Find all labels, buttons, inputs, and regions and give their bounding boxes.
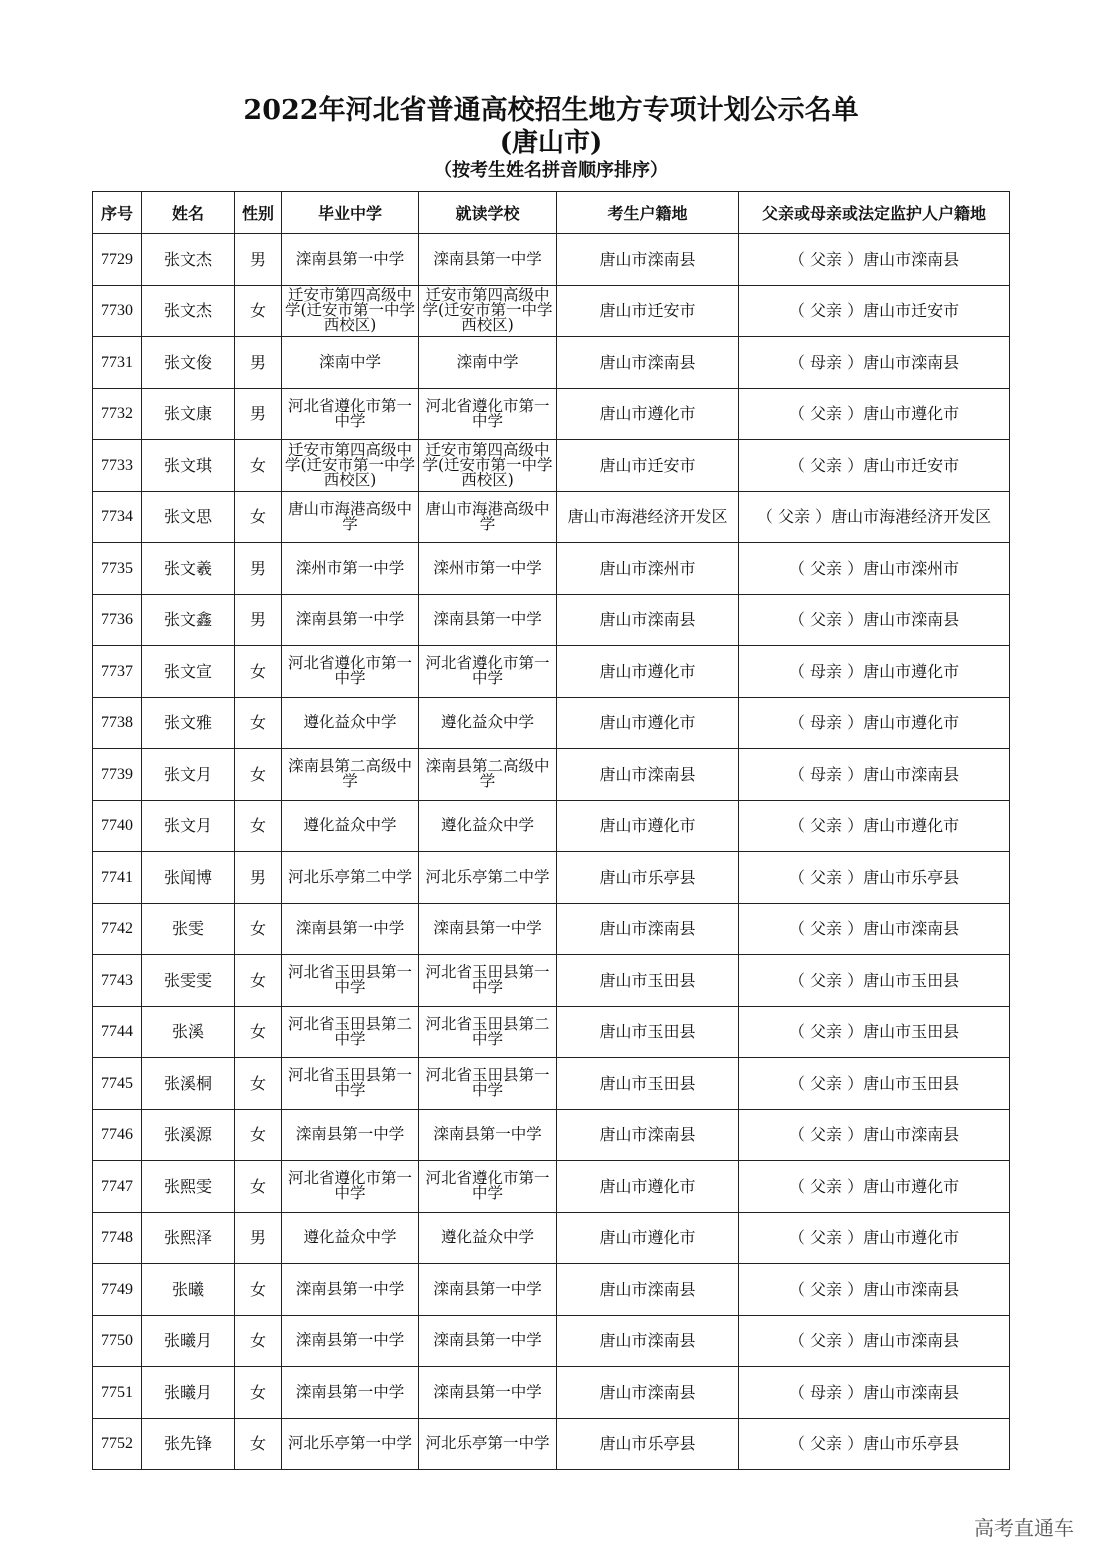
cell-name: 张文月: [142, 800, 235, 852]
cell-graduation-school: 遵化益众中学: [282, 697, 419, 749]
cell-guardian-hukou: （ 父亲 ）唐山市玉田县: [739, 1006, 1010, 1058]
cell-graduation-school: 迁安市第四高级中学(迁安市第一中学西校区): [282, 440, 419, 492]
table-row: [93, 491, 1010, 543]
cell-current-school: 滦南县第一中学: [419, 1264, 557, 1316]
cell-gender: 女: [235, 1315, 282, 1367]
cell-name: 张熙泽: [142, 1212, 235, 1264]
cell-candidate-hukou: 唐山市玉田县: [557, 955, 739, 1007]
cell-current-school: 河北省遵化市第一中学: [419, 1161, 557, 1213]
cell-current-school: 滦南县第一中学: [419, 234, 557, 286]
cell-gender: 女: [235, 697, 282, 749]
cell-serial: 7740: [93, 800, 142, 852]
cell-guardian-hukou: （ 母亲 ）唐山市滦南县: [739, 1367, 1010, 1419]
table-row: [93, 594, 1010, 646]
cell-current-school: 河北省玉田县第一中学: [419, 1058, 557, 1110]
cell-serial: 7735: [93, 543, 142, 595]
cell-guardian-hukou: （ 父亲 ）唐山市遵化市: [739, 1212, 1010, 1264]
cell-gender: 女: [235, 903, 282, 955]
cell-current-school: 河北省遵化市第一中学: [419, 646, 557, 698]
cell-name: 张溪源: [142, 1109, 235, 1161]
table-row: [93, 903, 1010, 955]
table-row: [93, 388, 1010, 440]
cell-graduation-school: 河北省玉田县第一中学: [282, 1058, 419, 1110]
cell-name: 张文琪: [142, 440, 235, 492]
table-row: [93, 440, 1010, 492]
cell-serial: 7732: [93, 388, 142, 440]
candidate-table: [92, 191, 1010, 1470]
cell-serial: 7752: [93, 1418, 142, 1470]
cell-serial: 7739: [93, 749, 142, 801]
cell-candidate-hukou: 唐山市滦南县: [557, 749, 739, 801]
cell-name: 张雯: [142, 903, 235, 955]
cell-gender: 女: [235, 749, 282, 801]
cell-graduation-school: 遵化益众中学: [282, 800, 419, 852]
cell-graduation-school: 河北乐亭第二中学: [282, 852, 419, 904]
cell-graduation-school: 遵化益众中学: [282, 1212, 419, 1264]
cell-graduation-school: 滦南县第一中学: [282, 1315, 419, 1367]
cell-serial: 7745: [93, 1058, 142, 1110]
cell-graduation-school: 河北省遵化市第一中学: [282, 388, 419, 440]
cell-name: 张闻博: [142, 852, 235, 904]
cell-guardian-hukou: （ 父亲 ）唐山市滦南县: [739, 1109, 1010, 1161]
cell-gender: 女: [235, 1264, 282, 1316]
cell-candidate-hukou: 唐山市遵化市: [557, 1212, 739, 1264]
cell-gender: 男: [235, 543, 282, 595]
cell-graduation-school: 滦南县第一中学: [282, 234, 419, 286]
document-subtitle-city: (唐山市): [499, 128, 603, 158]
cell-gender: 男: [235, 594, 282, 646]
cell-name: 张曦: [142, 1264, 235, 1316]
cell-name: 张曦月: [142, 1315, 235, 1367]
cell-gender: 男: [235, 388, 282, 440]
table-row: [93, 852, 1010, 904]
cell-guardian-hukou: （ 母亲 ）唐山市滦南县: [739, 337, 1010, 389]
cell-graduation-school: 滦南县第一中学: [282, 594, 419, 646]
cell-candidate-hukou: 唐山市滦南县: [557, 1264, 739, 1316]
cell-gender: 女: [235, 285, 282, 337]
cell-graduation-school: 滦南县第一中学: [282, 1109, 419, 1161]
cell-current-school: 滦南县第一中学: [419, 903, 557, 955]
cell-graduation-school: 唐山市海港高级中学: [282, 491, 419, 543]
cell-candidate-hukou: 唐山市遵化市: [557, 800, 739, 852]
cell-serial: 7748: [93, 1212, 142, 1264]
cell-gender: 女: [235, 440, 282, 492]
cell-guardian-hukou: （ 父亲 ）唐山市遵化市: [739, 388, 1010, 440]
cell-candidate-hukou: 唐山市滦南县: [557, 594, 739, 646]
cell-candidate-hukou: 唐山市海港经济开发区: [557, 491, 739, 543]
cell-serial: 7750: [93, 1315, 142, 1367]
cell-guardian-hukou: （ 父亲 ）唐山市玉田县: [739, 1058, 1010, 1110]
cell-name: 张曦月: [142, 1367, 235, 1419]
cell-serial: 7742: [93, 903, 142, 955]
table-row: [93, 234, 1010, 286]
cell-guardian-hukou: （ 父亲 ）唐山市滦南县: [739, 1315, 1010, 1367]
cell-name: 张溪: [142, 1006, 235, 1058]
cell-candidate-hukou: 唐山市乐亭县: [557, 1418, 739, 1470]
cell-graduation-school: 滦南县第一中学: [282, 1264, 419, 1316]
cell-graduation-school: 滦南县第一中学: [282, 1367, 419, 1419]
cell-current-school: 遵化益众中学: [419, 800, 557, 852]
cell-current-school: 滦州市第一中学: [419, 543, 557, 595]
cell-guardian-hukou: （ 父亲 ）唐山市滦南县: [739, 234, 1010, 286]
table-row: [93, 800, 1010, 852]
header-candidate-hukou: 考生户籍地: [557, 192, 739, 234]
cell-name: 张文鑫: [142, 594, 235, 646]
cell-serial: 7751: [93, 1367, 142, 1419]
cell-gender: 男: [235, 234, 282, 286]
cell-name: 张文康: [142, 388, 235, 440]
cell-name: 张雯雯: [142, 955, 235, 1007]
cell-graduation-school: 河北乐亭第一中学: [282, 1418, 419, 1470]
cell-name: 张文羲: [142, 543, 235, 595]
cell-serial: 7749: [93, 1264, 142, 1316]
header-graduation-school: 毕业中学: [282, 192, 419, 234]
cell-serial: 7736: [93, 594, 142, 646]
cell-candidate-hukou: 唐山市迁安市: [557, 440, 739, 492]
cell-guardian-hukou: （ 母亲 ）唐山市遵化市: [739, 697, 1010, 749]
cell-gender: 女: [235, 955, 282, 1007]
cell-name: 张文宣: [142, 646, 235, 698]
cell-gender: 女: [235, 1006, 282, 1058]
cell-guardian-hukou: （ 母亲 ）唐山市遵化市: [739, 646, 1010, 698]
table-row: [93, 697, 1010, 749]
cell-candidate-hukou: 唐山市滦南县: [557, 903, 739, 955]
cell-current-school: 遵化益众中学: [419, 1212, 557, 1264]
header-guardian-hukou: 父亲或母亲或法定监护人户籍地: [739, 192, 1010, 234]
table-row: [93, 1367, 1010, 1419]
cell-graduation-school: 河北省玉田县第一中学: [282, 955, 419, 1007]
cell-guardian-hukou: （ 父亲 ）唐山市滦南县: [739, 1264, 1010, 1316]
cell-name: 张文思: [142, 491, 235, 543]
cell-serial: 7747: [93, 1161, 142, 1213]
cell-candidate-hukou: 唐山市滦州市: [557, 543, 739, 595]
cell-candidate-hukou: 唐山市滦南县: [557, 337, 739, 389]
cell-candidate-hukou: 唐山市滦南县: [557, 1367, 739, 1419]
cell-guardian-hukou: （ 父亲 ）唐山市迁安市: [739, 440, 1010, 492]
cell-current-school: 滦南县第一中学: [419, 594, 557, 646]
cell-candidate-hukou: 唐山市迁安市: [557, 285, 739, 337]
cell-current-school: 河北省玉田县第一中学: [419, 955, 557, 1007]
cell-serial: 7731: [93, 337, 142, 389]
cell-guardian-hukou: （ 父亲 ）唐山市海港经济开发区: [739, 491, 1010, 543]
cell-current-school: 河北省遵化市第一中学: [419, 388, 557, 440]
cell-current-school: 河北乐亭第一中学: [419, 1418, 557, 1470]
cell-candidate-hukou: 唐山市玉田县: [557, 1058, 739, 1110]
table-row: [93, 646, 1010, 698]
cell-candidate-hukou: 唐山市遵化市: [557, 646, 739, 698]
cell-guardian-hukou: （ 父亲 ）唐山市遵化市: [739, 800, 1010, 852]
table-row: [93, 955, 1010, 1007]
cell-candidate-hukou: 唐山市乐亭县: [557, 852, 739, 904]
cell-gender: 女: [235, 1418, 282, 1470]
cell-serial: 7746: [93, 1109, 142, 1161]
cell-gender: 女: [235, 491, 282, 543]
cell-gender: 男: [235, 1212, 282, 1264]
cell-guardian-hukou: （ 父亲 ）唐山市滦州市: [739, 543, 1010, 595]
cell-serial: 7737: [93, 646, 142, 698]
table-header-row: [93, 192, 1010, 234]
cell-guardian-hukou: （ 父亲 ）唐山市乐亭县: [739, 1418, 1010, 1470]
cell-serial: 7744: [93, 1006, 142, 1058]
cell-guardian-hukou: （ 父亲 ）唐山市滦南县: [739, 903, 1010, 955]
cell-graduation-school: 滦州市第一中学: [282, 543, 419, 595]
cell-graduation-school: 河北省遵化市第一中学: [282, 1161, 419, 1213]
table-row: [93, 1315, 1010, 1367]
cell-candidate-hukou: 唐山市滦南县: [557, 1109, 739, 1161]
table-row: [93, 749, 1010, 801]
cell-name: 张先锋: [142, 1418, 235, 1470]
table-row: [93, 1058, 1010, 1110]
cell-gender: 男: [235, 852, 282, 904]
table-row: [93, 1264, 1010, 1316]
cell-serial: 7730: [93, 285, 142, 337]
cell-current-school: 河北省玉田县第二中学: [419, 1006, 557, 1058]
cell-name: 张文俊: [142, 337, 235, 389]
cell-name: 张熙雯: [142, 1161, 235, 1213]
cell-guardian-hukou: （ 父亲 ）唐山市遵化市: [739, 1161, 1010, 1213]
cell-current-school: 唐山市海港高级中学: [419, 491, 557, 543]
cell-gender: 女: [235, 1058, 282, 1110]
cell-gender: 女: [235, 1109, 282, 1161]
cell-guardian-hukou: （ 母亲 ）唐山市滦南县: [739, 749, 1010, 801]
cell-serial: 7729: [93, 234, 142, 286]
cell-current-school: 滦南县第二高级中学: [419, 749, 557, 801]
cell-graduation-school: 滦南县第一中学: [282, 903, 419, 955]
table-row: [93, 1418, 1010, 1470]
cell-candidate-hukou: 唐山市玉田县: [557, 1006, 739, 1058]
document-sort-note: （按考生姓名拼音顺序排序）: [434, 160, 668, 181]
cell-gender: 女: [235, 1161, 282, 1213]
cell-guardian-hukou: （ 父亲 ）唐山市滦南县: [739, 594, 1010, 646]
cell-current-school: 滦南县第一中学: [419, 1109, 557, 1161]
cell-candidate-hukou: 唐山市遵化市: [557, 1161, 739, 1213]
table-row: [93, 285, 1010, 337]
cell-serial: 7743: [93, 955, 142, 1007]
cell-gender: 男: [235, 337, 282, 389]
cell-guardian-hukou: （ 父亲 ）唐山市迁安市: [739, 285, 1010, 337]
header-name: 姓名: [142, 192, 235, 234]
table-row: [93, 337, 1010, 389]
table-row: [93, 1212, 1010, 1264]
cell-gender: 女: [235, 800, 282, 852]
cell-guardian-hukou: （ 父亲 ）唐山市玉田县: [739, 955, 1010, 1007]
cell-graduation-school: 河北省玉田县第二中学: [282, 1006, 419, 1058]
cell-name: 张溪桐: [142, 1058, 235, 1110]
cell-graduation-school: 迁安市第四高级中学(迁安市第一中学西校区): [282, 285, 419, 337]
cell-candidate-hukou: 唐山市滦南县: [557, 1315, 739, 1367]
table-row: [93, 1006, 1010, 1058]
cell-current-school: 滦南中学: [419, 337, 557, 389]
cell-current-school: 迁安市第四高级中学(迁安市第一中学西校区): [419, 440, 557, 492]
header-current-school: 就读学校: [419, 192, 557, 234]
cell-graduation-school: 滦南县第二高级中学: [282, 749, 419, 801]
header-serial: 序号: [93, 192, 142, 234]
cell-name: 张文月: [142, 749, 235, 801]
cell-name: 张文雅: [142, 697, 235, 749]
cell-current-school: 滦南县第一中学: [419, 1367, 557, 1419]
cell-gender: 女: [235, 1367, 282, 1419]
cell-current-school: 河北乐亭第二中学: [419, 852, 557, 904]
cell-current-school: 遵化益众中学: [419, 697, 557, 749]
cell-name: 张文杰: [142, 234, 235, 286]
cell-current-school: 滦南县第一中学: [419, 1315, 557, 1367]
cell-guardian-hukou: （ 父亲 ）唐山市乐亭县: [739, 852, 1010, 904]
cell-gender: 女: [235, 646, 282, 698]
table-row: [93, 1109, 1010, 1161]
table-row: [93, 543, 1010, 595]
cell-serial: 7733: [93, 440, 142, 492]
cell-graduation-school: 河北省遵化市第一中学: [282, 646, 419, 698]
cell-serial: 7741: [93, 852, 142, 904]
table-row: [93, 1161, 1010, 1213]
cell-serial: 7738: [93, 697, 142, 749]
watermark-text: 高考直通车: [974, 1516, 1074, 1540]
cell-candidate-hukou: 唐山市遵化市: [557, 388, 739, 440]
cell-graduation-school: 滦南中学: [282, 337, 419, 389]
header-gender: 性别: [235, 192, 282, 234]
document-title: 2022年河北省普通高校招生地方专项计划公示名单: [243, 95, 859, 126]
cell-candidate-hukou: 唐山市遵化市: [557, 697, 739, 749]
cell-name: 张文杰: [142, 285, 235, 337]
cell-serial: 7734: [93, 491, 142, 543]
cell-current-school: 迁安市第四高级中学(迁安市第一中学西校区): [419, 285, 557, 337]
cell-candidate-hukou: 唐山市滦南县: [557, 234, 739, 286]
